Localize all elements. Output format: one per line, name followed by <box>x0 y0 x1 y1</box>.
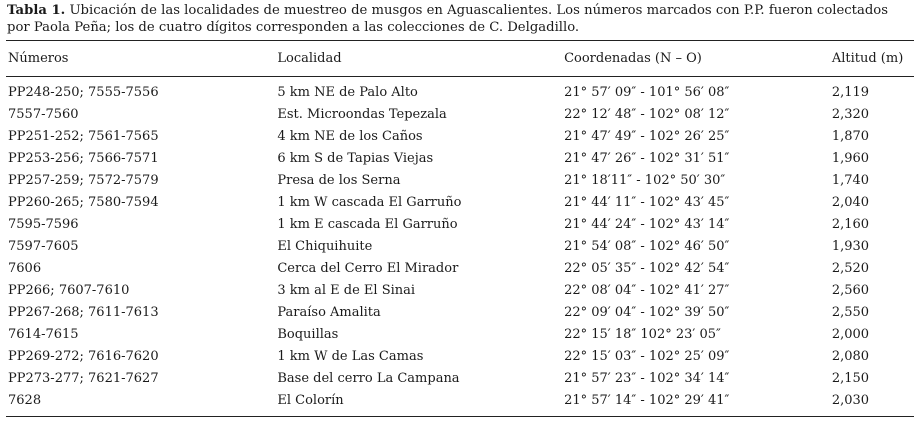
cell-localidad: Paraíso Amalita <box>277 304 381 320</box>
cell-numeros: PP253-256; 7566-7571 <box>8 150 159 166</box>
header-localidad: Localidad <box>277 50 342 66</box>
localities-table <box>6 39 914 411</box>
cell-numeros: PP257-259; 7572-7579 <box>8 172 159 188</box>
cell-localidad: 5 km NE de Palo Alto <box>277 84 418 100</box>
cell-localidad: Cerca del Cerro El Mirador <box>277 260 459 276</box>
cell-numeros: PP260-265; 7580-7594 <box>8 194 159 210</box>
bottom-rule <box>6 416 914 417</box>
cell-localidad: El Chiquihuite <box>277 238 373 254</box>
header-coordenadas: Coordenadas (N – O) <box>564 50 702 66</box>
cell-altitud: 1,960 <box>831 150 870 166</box>
cell-coordenadas: 21° 54′ 08″ - 102° 46′ 50″ <box>564 238 730 254</box>
caption-text: Ubicación de las localidades de muestreo de musgos en Aguascalientes. Los números marcados con P.P. fueron colectados por Paola Peña; los de cuatro dígitos corresponden a las colecciones de C. Delgadillo. <box>7 3 888 35</box>
cell-altitud: 2,160 <box>831 216 870 232</box>
table-row <box>6 367 914 389</box>
cell-numeros: 7597-7605 <box>8 238 79 254</box>
cell-coordenadas: 22° 05′ 35″ - 102° 42′ 54″ <box>564 260 730 276</box>
cell-localidad: Est. Microondas Tepezala <box>277 106 447 122</box>
table-row <box>6 257 914 279</box>
cell-localidad: Base del cerro La Campana <box>277 370 460 386</box>
cell-coordenadas: 21° 47′ 49″ - 102° 26′ 25″ <box>564 128 730 144</box>
table-row <box>6 191 914 213</box>
cell-localidad: 6 km S de Tapias Viejas <box>277 150 434 166</box>
cell-numeros: PP248-250; 7555-7556 <box>8 84 159 100</box>
cell-localidad: Presa de los Serna <box>277 172 401 188</box>
cell-coordenadas: 21° 57′ 23″ - 102° 34′ 14″ <box>564 370 730 386</box>
table-row <box>6 125 914 147</box>
table-caption <box>7 2 912 36</box>
cell-altitud: 2,150 <box>831 370 870 386</box>
cell-numeros: 7614-7615 <box>8 326 79 342</box>
cell-coordenadas: 22° 15′ 03″ - 102° 25′ 09″ <box>564 348 730 364</box>
table-body <box>6 77 914 411</box>
table-row <box>6 345 914 367</box>
header-altitud: Altitud (m) <box>831 50 904 66</box>
cell-localidad: Boquillas <box>277 326 339 342</box>
table-row <box>6 147 914 169</box>
table-row <box>6 169 914 191</box>
cell-coordenadas: 21° 18′11″ - 102° 50′ 30″ <box>564 172 726 188</box>
cell-numeros: PP269-272; 7616-7620 <box>8 348 159 364</box>
header-numeros: Números <box>8 50 69 66</box>
cell-altitud: 1,740 <box>831 172 870 188</box>
cell-localidad: 4 km NE de los Caños <box>277 128 423 144</box>
cell-altitud: 2,560 <box>831 282 870 298</box>
cell-altitud: 1,930 <box>831 238 870 254</box>
table-row <box>6 235 914 257</box>
cell-coordenadas: 21° 44′ 11″ - 102° 43′ 45″ <box>564 194 730 210</box>
cell-coordenadas: 22° 15′ 18″ 102° 23′ 05″ <box>564 326 721 342</box>
cell-localidad: 1 km W cascada El Garruño <box>277 194 462 210</box>
cell-altitud: 2,000 <box>831 326 870 342</box>
cell-localidad: 3 km al E de El Sinai <box>277 282 416 298</box>
table-row <box>6 301 914 323</box>
cell-numeros: 7557-7560 <box>8 106 79 122</box>
cell-coordenadas: 22° 08′ 04″ - 102° 41′ 27″ <box>564 282 730 298</box>
table-row <box>6 323 914 345</box>
cell-altitud: 2,320 <box>831 106 870 122</box>
cell-numeros: PP266; 7607-7610 <box>8 282 130 298</box>
cell-coordenadas: 21° 57′ 14″ - 102° 29′ 41″ <box>564 392 730 408</box>
table-row <box>6 213 914 235</box>
cell-coordenadas: 21° 47′ 26″ - 102° 31′ 51″ <box>564 150 730 166</box>
table-row <box>6 279 914 301</box>
cell-altitud: 2,040 <box>831 194 870 210</box>
cell-coordenadas: 22° 09′ 04″ - 102° 39′ 50″ <box>564 304 730 320</box>
cell-localidad: 1 km E cascada El Garruño <box>277 216 458 232</box>
cell-altitud: 2,080 <box>831 348 870 364</box>
cell-numeros: PP273-277; 7621-7627 <box>8 370 159 386</box>
cell-altitud: 2,550 <box>831 304 870 320</box>
cell-numeros: PP267-268; 7611-7613 <box>8 304 159 320</box>
cell-coordenadas: 21° 57′ 09″ - 101° 56′ 08″ <box>564 84 730 100</box>
cell-numeros: 7628 <box>8 392 42 408</box>
table-row <box>6 389 914 411</box>
cell-numeros: 7606 <box>8 260 42 276</box>
cell-altitud: 2,520 <box>831 260 870 276</box>
table-row <box>6 103 914 125</box>
cell-altitud: 1,870 <box>831 128 870 144</box>
table-row <box>6 77 914 103</box>
cell-coordenadas: 22° 12′ 48″ - 102° 08′ 12″ <box>564 106 730 122</box>
table-header-row <box>6 39 914 77</box>
cell-localidad: 1 km W de Las Camas <box>277 348 424 364</box>
cell-coordenadas: 21° 44′ 24″ - 102° 43′ 14″ <box>564 216 730 232</box>
cell-altitud: 2,030 <box>831 392 870 408</box>
cell-numeros: PP251-252; 7561-7565 <box>8 128 159 144</box>
cell-numeros: 7595-7596 <box>8 216 79 232</box>
cell-localidad: El Colorín <box>277 392 344 408</box>
cell-altitud: 2,119 <box>831 84 870 100</box>
caption-label: Tabla 1. <box>7 3 66 18</box>
